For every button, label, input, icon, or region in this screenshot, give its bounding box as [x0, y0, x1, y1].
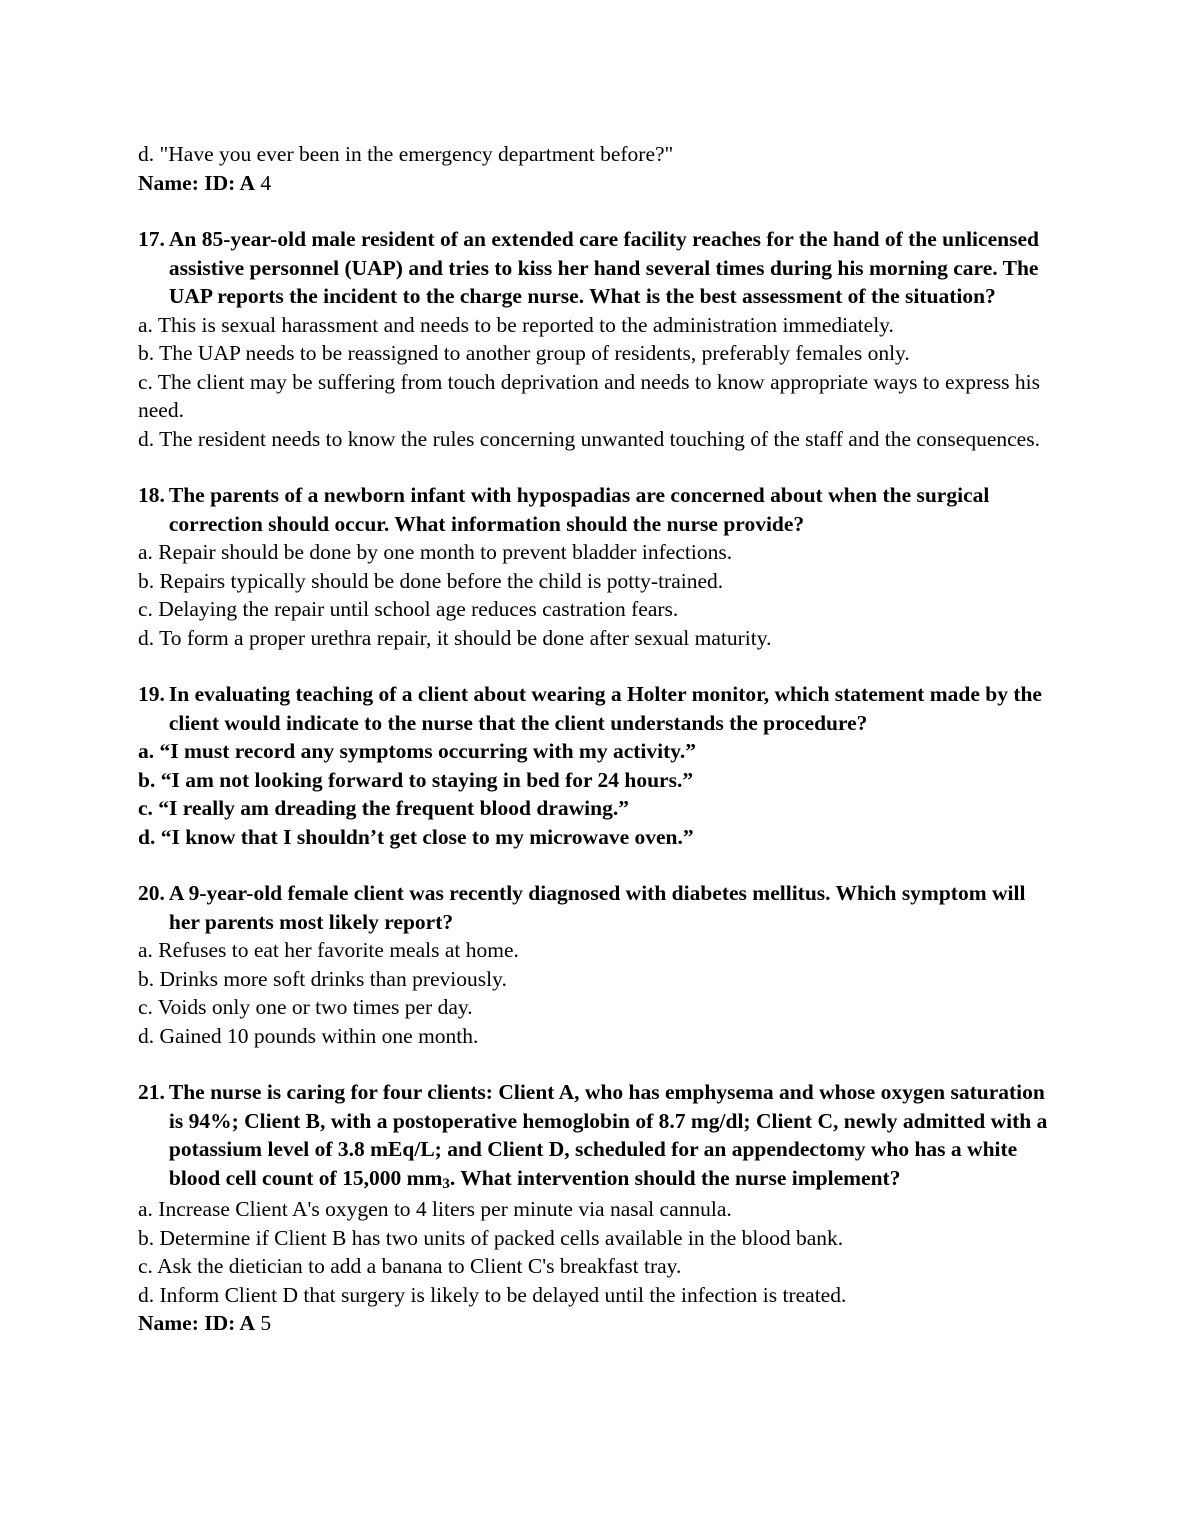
question-number-19: 19. — [138, 682, 165, 706]
question-block-18 — [138, 481, 1052, 652]
question-text-19: In evaluating teaching of a client about wearing a Holter monitor, which statement made by the client would indicate to the nurse that the client understands the procedure? — [168, 682, 1042, 735]
question-block-20 — [138, 879, 1052, 1050]
option-d-21: d. Inform Client D that surgery is likely to be delayed until the infection is treated. — [138, 1282, 847, 1307]
option-d-18: d. To form a proper urethra repair, it should be done after sexual maturity. — [138, 625, 772, 650]
option-c-17: c. The client may be suffering from touch deprivation and needs to know appropriate ways to express his need. — [138, 369, 1040, 422]
question-stem-17 — [138, 225, 1052, 311]
question-block-21 — [138, 1078, 1052, 1309]
question-number-18: 18. — [138, 483, 165, 507]
option-d-20: d. Gained 10 pounds within one month. — [138, 1023, 479, 1048]
question-block-17 — [138, 225, 1052, 453]
option-a-20: a. Refuses to eat her favorite meals at home. — [138, 938, 519, 962]
option-c-18: c. Delaying the repair until school age reduces castration fears. — [138, 597, 679, 621]
footer-name-id-label: Name: ID: A — [138, 1311, 256, 1335]
option-b-17: b. The UAP needs to be reassigned to another group of residents, preferably females only. — [138, 341, 910, 365]
question-stem-19 — [138, 680, 1052, 737]
header-name-id-row — [138, 169, 1052, 198]
option-a-19: a. “I must record any symptoms occurring with my activity.” — [138, 739, 696, 763]
question-stem-18 — [138, 481, 1052, 538]
question-number-17: 17. — [138, 227, 165, 251]
option-b-20: b. Drinks more soft drinks than previously. — [138, 966, 507, 991]
option-a-18: a. Repair should be done by one month to prevent bladder infections. — [138, 540, 733, 564]
question-text-21: The nurse is caring for four clients: Client A, who has emphysema and whose oxygen saturation is 94%; Client B, with a postoperative hemoglobin of 8.7 mg/dl; Client C, newly admitted with a potassium level of 3.8 mEq/L; and Client D, scheduled for an appendectomy who has a white blood cell count of 15,000 $mm_3$. What intervention should the nurse implement? — [168, 1080, 1048, 1192]
footer-name-id-page: 5 — [260, 1311, 272, 1335]
question-text-20: A 9-year-old female client was recently diagnosed with diabetes mellitus. Which symptom will her parents most likely report? — [168, 881, 1026, 934]
option-a-21: a. Increase Client A's oxygen to 4 liters per minute via nasal cannula. — [138, 1197, 732, 1221]
footer-name-id-row — [138, 1309, 1052, 1338]
option-d-19: d. “I know that I shouldn’t get close to my microwave oven.” — [138, 824, 694, 849]
orphan-option-d: d. "Have you ever been in the emergency department before?" — [138, 142, 674, 166]
question-number-21: 21. — [138, 1080, 165, 1104]
name-id-page: 4 — [260, 170, 272, 195]
option-a-17: a. This is sexual harassment and needs to be reported to the administration immediately. — [138, 312, 894, 337]
question-text-18: The parents of a newborn infant with hypospadias are concerned about when the surgical correction should occur. What information should the nurse provide? — [168, 483, 990, 536]
question-block-19 — [138, 680, 1052, 851]
question-stem-20 — [138, 879, 1052, 936]
question-stem-21 — [138, 1078, 1052, 1195]
option-b-18: b. Repairs typically should be done before the child is potty-trained. — [138, 568, 724, 593]
option-c-19: c. “I really am dreading the frequent blood drawing.” — [138, 796, 629, 820]
option-d-17: d. The resident needs to know the rules concerning unwanted touching of the staff and the consequences. — [138, 426, 1040, 451]
name-id-label: Name: ID: A — [138, 170, 256, 195]
question-text-17: An 85-year-old male resident of an extended care facility reaches for the hand of the unlicensed assistive personnel (UAP) and tries to kiss her hand several times during his morning care. The UAP reports the incident to the charge nurse. What is the best assessment of the situation? — [168, 227, 1039, 308]
option-b-19: b. “I am not looking forward to staying in bed for 24 hours.” — [138, 767, 694, 792]
question-number-20: 20. — [138, 881, 165, 905]
option-c-21: c. Ask the dietician to add a banana to Client C's breakfast tray. — [138, 1254, 682, 1278]
option-b-21: b. Determine if Client B has two units of packed cells available in the blood bank. — [138, 1225, 844, 1250]
option-c-20: c. Voids only one or two times per day. — [138, 995, 473, 1019]
